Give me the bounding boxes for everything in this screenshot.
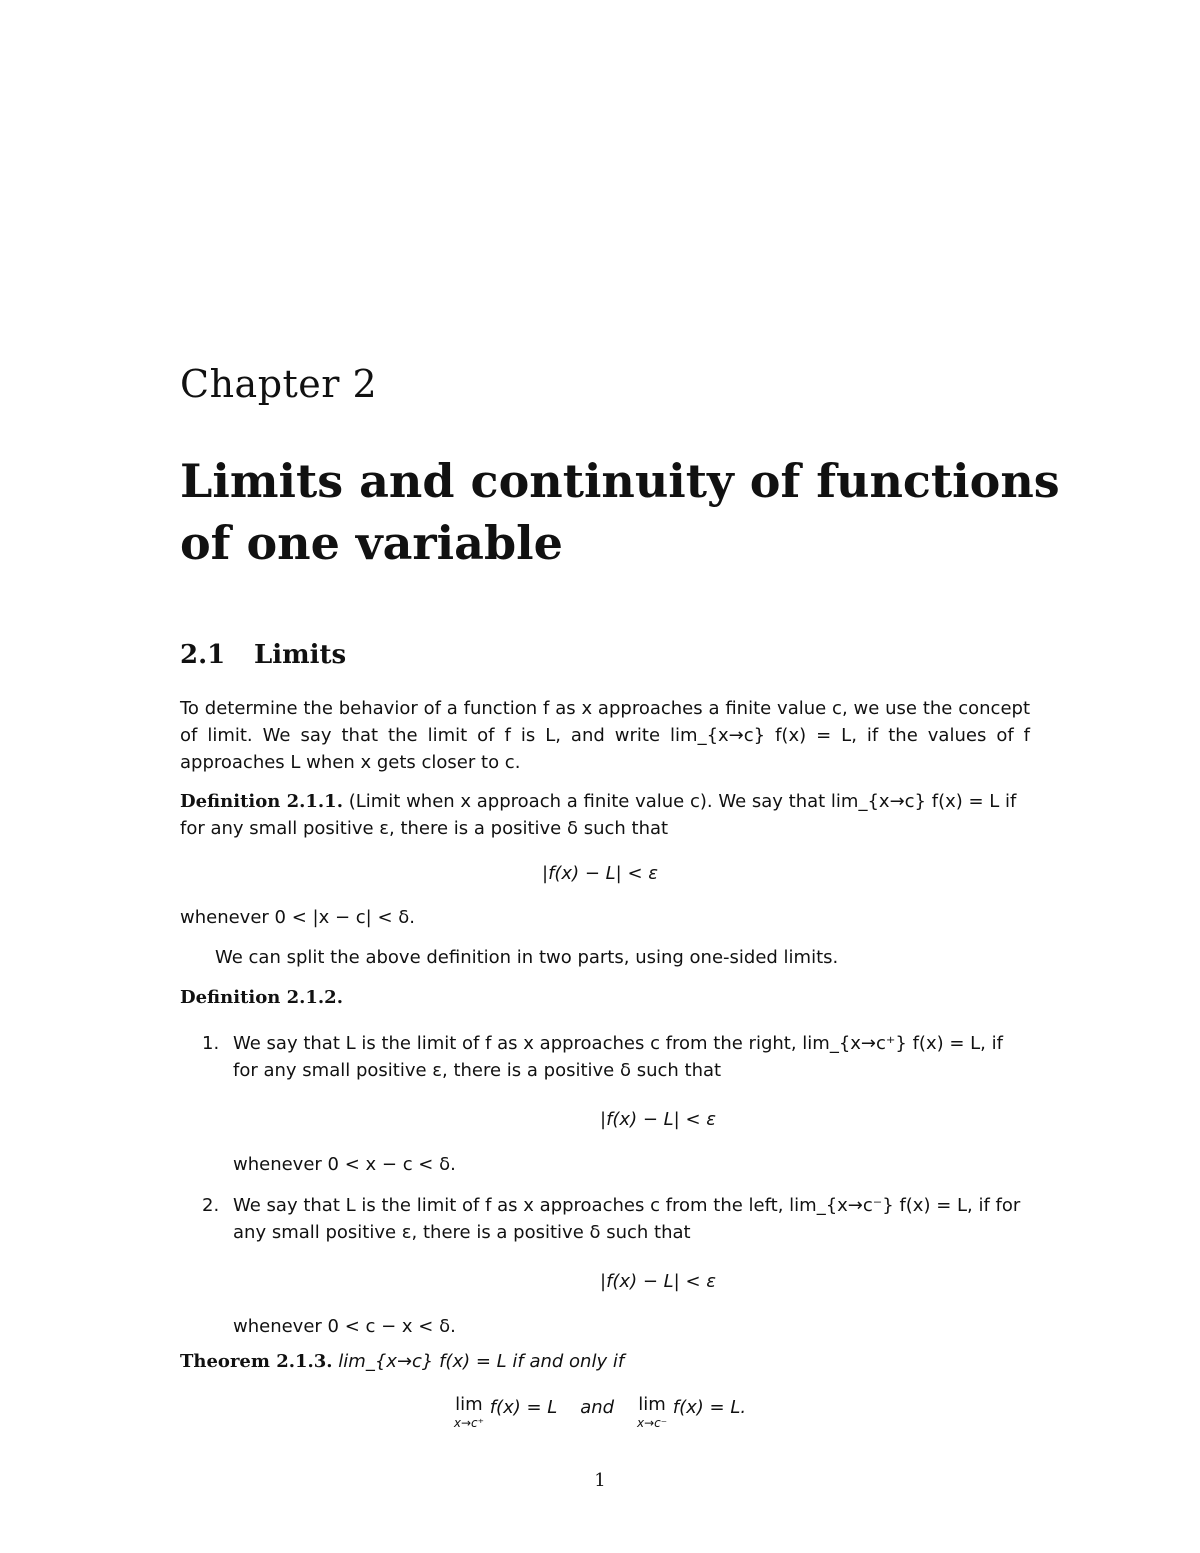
list-item-condition: whenever 0 < x − c < δ.: [233, 1154, 456, 1175]
theorem-2-1-3: [180, 1348, 1030, 1375]
list-item-equation: |f(x) − L| < ε: [600, 1109, 716, 1130]
intro-paragraph: To determine the behavior of a function f as x approaches a finite value c, we use the concept of limit. We say that the limit of f is L, and write lim_{x→c} f(x) = L, if the values of f approaches L when x gets closer to c.: [180, 698, 1030, 773]
left-expression: f(x) = L: [489, 1397, 558, 1418]
split-paragraph: We can split the above definition in two parts, using one-sided limits.: [215, 947, 839, 968]
lim-subscript: x→c⁺: [453, 1416, 484, 1430]
list-item-condition: whenever 0 < c − x < δ.: [233, 1316, 456, 1337]
chapter-label: Chapter 2: [180, 362, 378, 406]
definition-text: (Limit when x approach a finite value c). We say that lim_{x→c} f(x) = L if for any small positive ε, there is a positive δ such that: [180, 791, 1017, 839]
connector: and: [580, 1397, 615, 1418]
theorem-label: Theorem 2.1.3.: [180, 1351, 333, 1372]
chapter-title: Limits and continuity of functions of one variable: [180, 454, 1060, 570]
right-expression: f(x) = L.: [672, 1397, 747, 1418]
limit-left: [637, 1394, 667, 1430]
definition-condition: whenever 0 < |x − c| < δ.: [180, 907, 415, 928]
list-item: [180, 1192, 1030, 1340]
lim-subscript: x→c⁻: [636, 1416, 668, 1430]
list-item-text: We say that L is the limit of f as x approaches c from the left, lim_{x→c⁻} f(x) = L, if for any small positive ε, there is a positive δ such that: [233, 1195, 1021, 1243]
theorem-equation: [0, 1394, 1200, 1430]
theorem-statement: lim_{x→c} f(x) = L if and only if: [338, 1351, 625, 1372]
lim-word: lim: [455, 1394, 483, 1415]
list-item-number: 2.: [202, 1195, 220, 1216]
definition-2-1-1: [180, 788, 1030, 842]
one-sided-limits-list: [180, 1030, 1030, 1340]
list-item-equation: |f(x) − L| < ε: [600, 1271, 716, 1292]
section-number: 2.1: [180, 640, 226, 670]
page-number: 1: [594, 1470, 606, 1491]
list-item-number: 1.: [202, 1033, 220, 1054]
limit-right: [454, 1394, 484, 1430]
section-heading: [180, 640, 346, 670]
definition-2-1-2-label: Definition 2.1.2.: [180, 987, 343, 1008]
equation-epsilon: |f(x) − L| < ε: [542, 863, 658, 884]
list-item-text: We say that L is the limit of f as x approaches c from the right, lim_{x→c⁺} f(x) = L, if for any small positive ε, there is a positive δ such that: [233, 1033, 1003, 1081]
lim-word: lim: [638, 1394, 666, 1415]
section-title: Limits: [254, 640, 347, 670]
list-item: [180, 1030, 1030, 1178]
definition-label: Definition 2.1.1.: [180, 791, 343, 812]
